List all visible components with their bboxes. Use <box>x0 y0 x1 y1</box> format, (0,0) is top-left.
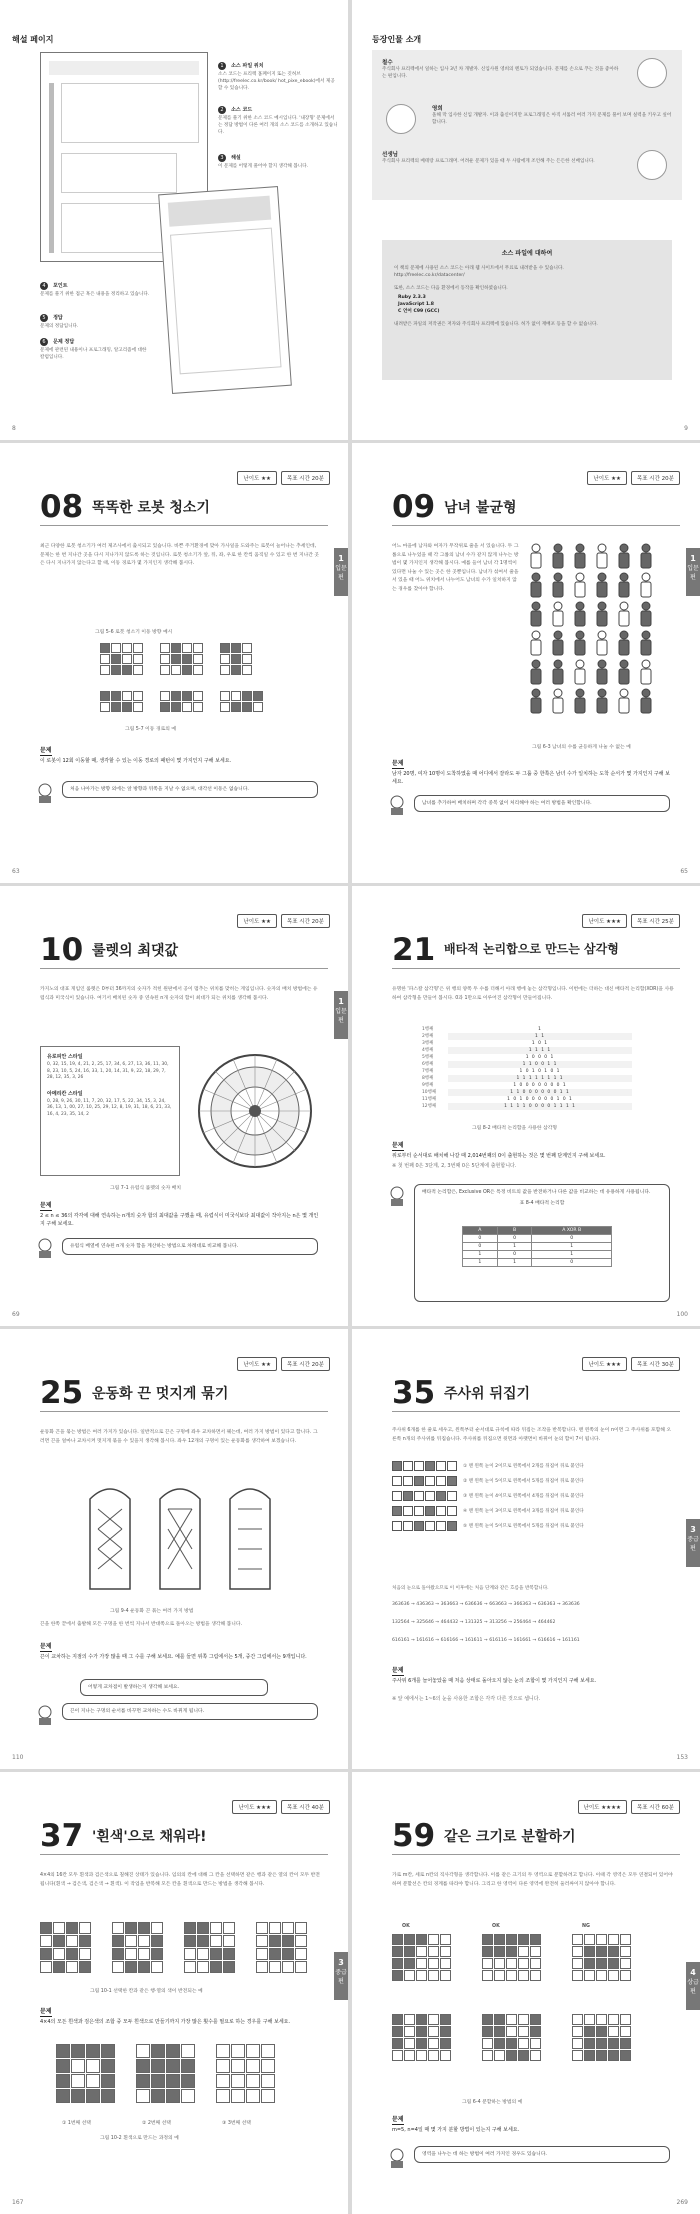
level-badge: 난이도 ★★★★ <box>578 1800 627 1814</box>
page-number: 167 <box>12 2199 24 2206</box>
time-badge: 목표 시간 20분 <box>281 1357 330 1371</box>
triangle-row: 1행째 1 <box>422 1026 632 1033</box>
die-icon <box>403 1476 413 1486</box>
level-badge: 난이도 ★★★ <box>582 1357 626 1371</box>
question-text: 끈이 교차하는 지점의 수가 가장 많을 때 그 수를 구해 보세요. 예를 들면 위쪽 그림에서는 5개, 중간 그림에서는 9개입니다. <box>40 1654 307 1660</box>
hint-bubble: 남녀를 추가하여 배치하며 각각 중복 없이 처리해야 하는 여러 방법을 확인합니다. <box>414 795 670 812</box>
label-ok-2: OK <box>492 1924 500 1929</box>
die-icon <box>392 1521 402 1531</box>
source-box-title: 소스 파일에 대하여 <box>501 250 553 257</box>
hint-bubble: 처음 나아가는 방향 외에는 앞 방향과 뒤쪽을 지날 수 없으며, 대각선 이동은 없습니다. <box>62 781 318 798</box>
die-icon <box>403 1491 413 1501</box>
die-icon <box>403 1521 413 1531</box>
man-icon <box>637 543 655 569</box>
character-icon <box>36 1705 54 1725</box>
flip-grid <box>184 1922 235 1973</box>
problem-number: 35 <box>392 1375 436 1411</box>
character-icon <box>388 2148 406 2168</box>
man-icon <box>593 659 611 685</box>
lang-item: Ruby 2.3.3 <box>398 295 426 300</box>
man-icon <box>615 659 633 685</box>
woman-icon <box>593 630 611 656</box>
die-icon <box>436 1506 446 1516</box>
grid-caption: 그림 5-7 이동 경로의 예 <box>125 727 177 732</box>
robot-grid-d <box>100 691 143 712</box>
problem-number: 10 <box>40 932 84 968</box>
character-icon <box>388 1186 406 1206</box>
page-110 <box>0 1329 348 1769</box>
man-icon <box>527 659 545 685</box>
woman-icon <box>549 601 567 627</box>
level-badge: 난이도 ★★★ <box>232 1800 276 1814</box>
die-icon <box>425 1476 435 1486</box>
question-label: 문제 <box>40 2008 52 2015</box>
level-badge: 난이도 ★★ <box>587 471 627 485</box>
man-icon <box>527 572 545 598</box>
man-icon <box>571 543 589 569</box>
question-label: 문제 <box>40 1643 52 1650</box>
page-8 <box>0 0 348 440</box>
xor-triangle <box>422 1026 632 1110</box>
problem-body: 최근 다양한 로봇 청소기가 여러 제조사에서 출시되고 있습니다. 바쁜 주거환경에 맞아 가사일을 도와주는 로봇이 늘어나는 추세인데, 문제는 한 번 지나간 곳을 다시 지나가지 않도록 하는 것입니다. 로봇 청소기가 앞, 뒤, 좌, 우로 한 칸씩 움직일 수 있고 한 번 지나간 곳은 다시 지나가지 않는다고 할 때, 이동 경로가 몇 가지인지 생각해 봅시다. <box>40 544 320 566</box>
problem-title: 주사위 뒤집기 <box>444 1386 531 1402</box>
die-icon <box>414 1476 424 1486</box>
split-grid <box>482 1934 541 1981</box>
chapter-tab: 3 중급편 <box>334 1952 348 2000</box>
question-label: 문제 <box>392 760 404 767</box>
page-number: 110 <box>12 1754 24 1761</box>
problem-title: '흰색'으로 채워라! <box>92 1829 207 1845</box>
page-number: 65 <box>680 868 688 875</box>
die-icon <box>403 1461 413 1471</box>
time-badge: 목표 시간 25분 <box>631 914 680 928</box>
die-icon <box>392 1506 402 1516</box>
page-269 <box>352 1772 700 2214</box>
problem-number: 08 <box>40 489 84 525</box>
xor-caption: 표 8-4 배타적 논리합 <box>519 1201 565 1206</box>
die-icon <box>414 1506 424 1516</box>
triangle-row: 2행째 1 1 <box>422 1033 632 1040</box>
question-text: 4×4의 모든 흰색과 검은색의 조합 중 모두 흰색으로 만들기까지 가장 많은 횟수를 필요로 하는 경우를 구해 보세요. <box>40 2019 291 2025</box>
problem-body: 어느 마을에 남자와 여자가 무작위로 줄을 서 있습니다. 두 그룹으로 나누었을 때 각 그룹의 남녀 수가 같지 않게 나누는 방법이 몇 가지인지 생각해 봅시다. 예를 들어 남녀 각 1명씩이 있다면 나눌 수 있는 곳은 한 곳뿐입니다. 남녀가 섞여서 줄을 서 있을 때 어느 위치에서 나누어도 남녀의 수가 일치하지 않는 경우를 찾아야 합니다. <box>392 544 519 592</box>
figure-caption: 그림 9-4 운동화 끈 묶는 여러 가지 방법 <box>110 1609 194 1614</box>
page-number: 153 <box>676 1754 688 1761</box>
die-icon <box>436 1476 446 1486</box>
time-badge: 목표 시간 20분 <box>281 914 330 928</box>
problem-number: 37 <box>40 1818 84 1854</box>
problem-body: 운동화 끈을 묶는 방법은 여러 가지가 있습니다. 일반적으로 끈은 구멍에 좌우 교차하면서 꿰는데, 여러 가지 방법이 있다고 합니다. 그러면 끈을 얼마나 교차시켜 멋지게 묶을 수 있을지 생각해 봅시다. 좌우 12개의 구멍이 있는 운동화를 생각하여 보겠습니다. <box>40 1430 318 1444</box>
character-icon <box>36 783 54 803</box>
man-icon <box>593 601 611 627</box>
shoe-lace-figure <box>80 1479 280 1599</box>
problem-title: 운동화 끈 멋지게 묶기 <box>92 1386 229 1402</box>
man-icon <box>549 630 567 656</box>
man-icon <box>549 543 567 569</box>
woman-icon <box>637 659 655 685</box>
label-ng: NG <box>582 1924 590 1929</box>
man-icon <box>593 688 611 714</box>
man-icon <box>571 688 589 714</box>
man-icon <box>549 572 567 598</box>
die-icon <box>425 1461 435 1471</box>
page-number: 69 <box>12 1311 20 1318</box>
problem-number: 21 <box>392 932 436 968</box>
callout-3: 3 해설 이 문제를 어떻게 풀어야 할지 생각해 봅니다. <box>218 155 309 169</box>
figure-caption: 그림 6-4 분할하는 방법의 예 <box>462 2100 523 2105</box>
die-icon <box>436 1461 446 1471</box>
level-badge: 난이도 ★★★ <box>582 914 626 928</box>
page-153 <box>352 1329 700 1769</box>
sub-caption-2: ② 2번째 선택 <box>142 2121 171 2126</box>
section-title: 등장인물 소개 <box>372 35 422 44</box>
hint-bubble-1: 어떻게 교차점이 발생하는지 생각해 보세요. <box>80 1679 268 1696</box>
split-grid <box>572 1934 631 1981</box>
die-icon <box>392 1476 402 1486</box>
woman-icon <box>593 543 611 569</box>
page-65 <box>352 443 700 883</box>
robot-grid-c <box>220 643 252 675</box>
figure-caption: 그림 5-6 로봇 청소기 이동 방향 예시 <box>95 630 173 635</box>
hint-bubble: 유럽식 배열에 연속된 n개 숫자 합을 계산하는 방법으로 차례대로 비교해 봅니다. <box>62 1238 318 1255</box>
problem-body: 주사위 6개를 한 줄로 세우고, 왼쪽부터 순서대로 규칙에 따라 뒤집는 조작을 반복합니다. 맨 왼쪽의 눈이 n이면 그 주사위를 포함해 오른쪽 n개의 주사위를 뒤집습니다. 주사위를 뒤집으면 윗면과 아랫면이 바뀌어 눈의 합이 7이 됩니다. <box>392 1428 672 1442</box>
man-icon <box>593 572 611 598</box>
dice-step: ⑤ 맨 왼쪽 눈이 5이므로 왼쪽에서 5개를 뒤집어 뒤로 붙인다 <box>392 1521 674 1531</box>
question-text: m=5, n=4일 때 몇 가지 분할 방법이 있는지 구해 보세요. <box>392 2127 520 2133</box>
woman-icon <box>615 688 633 714</box>
problem-body: 카지노의 대표 게임인 룰렛은 0부터 36까지의 숫자가 적힌 원판에서 공이 멈추는 위치를 맞히는 게임입니다. 숫자의 배치 방법에는 유럽식과 미국식이 있습니다. 여기서 배치된 숫자 중 연속된 n개 숫자의 합이 최대가 되는 위치를 생각해 봅시다. <box>40 987 318 1001</box>
die-icon <box>447 1461 457 1471</box>
triangle-row: 10행째 1 1 0 0 0 0 0 0 1 1 <box>422 1089 632 1096</box>
woman-icon <box>527 543 545 569</box>
die-icon <box>414 1461 424 1471</box>
chapter-tab: 1 입문편 <box>334 548 348 596</box>
split-grid <box>482 2014 541 2061</box>
triangle-row: 11행째 1 0 1 0 0 0 0 0 1 0 1 <box>422 1096 632 1103</box>
callout-5: 5 정답 문제의 정답입니다. <box>40 315 79 329</box>
woman-icon <box>615 601 633 627</box>
page-63 <box>0 443 348 883</box>
question-label: 문제 <box>392 1667 404 1674</box>
die-icon <box>436 1491 446 1501</box>
die-icon <box>425 1506 435 1516</box>
man-icon <box>527 601 545 627</box>
xor-table: A B A XOR B 0 0 0 0 1 1 1 0 1 1 1 0 <box>462 1226 612 1267</box>
flip-grid <box>136 2044 195 2103</box>
problem-body: 유명한 '파스칼 삼각형'은 위 행의 양쪽 두 수를 더해서 아래 행에 놓는 삼각형입니다. 이번에는 더하는 대신 배타적 논리합(XOR)을 사용하여 삼각형을 만들어 봅시다. 0과 1만으로 이루어진 삼각형이 만들어집니다. <box>392 987 674 1001</box>
man-icon <box>615 572 633 598</box>
character-2: 영희 올해 막 입사한 신입 개발자. 이과 출신이지만 프로그래밍은 아직 서툴러 여러 가지 문제를 풀어 보며 실력을 키우고 싶어 합니다. <box>432 106 672 125</box>
question-label: 문제 <box>40 1202 52 1209</box>
die-icon <box>392 1461 402 1471</box>
triangle-row: 4행째 1 1 1 1 <box>422 1047 632 1054</box>
chapter-tab: 3 중급편 <box>686 1519 700 1567</box>
problem-number: 25 <box>40 1375 84 1411</box>
die-icon <box>403 1506 413 1516</box>
problem-number: 09 <box>392 489 436 525</box>
split-grids <box>392 1934 674 2094</box>
figure-caption: 그림 8-2 배타적 논리합을 사용한 삼각형 <box>472 1126 557 1131</box>
level-badge: 난이도 ★★ <box>237 471 277 485</box>
time-badge: 목표 시간 60분 <box>631 1800 680 1814</box>
level-badge: 난이도 ★★ <box>237 1357 277 1371</box>
callout-4: 4 포인트 문제를 풀기 위한 접근 혹은 내용을 정리하고 있습니다. <box>40 283 150 297</box>
man-icon <box>571 630 589 656</box>
lang-item: JavaScript 1.8 <box>398 302 434 307</box>
triangle-row: 12행째 1 1 1 1 0 0 0 0 1 1 1 1 <box>422 1103 632 1110</box>
roulette-sequences: 유로피안 스타일 0, 32, 15, 19, 4, 21, 2, 25, 17, 34, 6, 27, 13, 36, 11, 30, 8, 23, 10, 5, 24, 16, 33, 1, 20, 14, 31, 9, 22, 18, 29, 7, 28, 12, 35, 3, 26 아메리칸 스타일 0, 28, 9, 26, 30, 11, 7, 20, 32, 17, 5, 22, 34, 15, 3, 24, 36, 13, 1, 00, 27, 10, 25, 29, 12, 8, 19, 31, 18, 6, 21, 33, 16, 4, 23, 35, 14, 2 <box>40 1046 180 1176</box>
page-number: 100 <box>676 1311 688 1318</box>
problem-title: 배타적 논리합으로 만드는 삼각형 <box>444 942 619 956</box>
man-icon <box>527 688 545 714</box>
callout-1: 1 소스 파일 위치 소스 코드는 프리렉 홈페이지 또는 깃허브(http://freelec.co.kr/book/ hot_pixe_ebook)에서 제공할 수 있습니다. <box>218 63 335 91</box>
woman-icon <box>637 572 655 598</box>
time-badge: 목표 시간 30분 <box>631 1357 680 1371</box>
man-icon <box>615 543 633 569</box>
sequence-2: 132564 → 325646 → 464432 → 131325 → 313256 → 256464 → 464462 <box>392 1620 556 1625</box>
robot-grid-a <box>100 643 143 675</box>
problem-body-2: 끈을 한쪽 끝에서 출발해 모든 구멍을 한 번씩 지나서 반대쪽으로 돌아오는 방법을 생각해 봅니다. <box>40 1622 243 1627</box>
question-text: 위로부터 순서대로 배치해 나갈 때 2,014번째의 0이 출현하는 것은 몇 번째 단계인지 구해 보세요. <box>392 1153 606 1159</box>
people-figure <box>527 543 667 723</box>
figure-caption: 그림 7-1 유럽식 룰렛의 숫자 배치 <box>110 1186 182 1191</box>
flip-grid-row-2 <box>40 2044 322 2114</box>
triangle-row: 6행째 1 1 0 0 1 1 <box>422 1061 632 1068</box>
flip-grid <box>40 1922 91 1973</box>
question-label: 문제 <box>392 1142 404 1149</box>
split-grid <box>392 1934 451 1981</box>
flip-grid <box>216 2044 275 2103</box>
page-100 <box>352 886 700 1326</box>
die-icon <box>392 1491 402 1501</box>
question-label: 문제 <box>392 2116 404 2123</box>
page-number: 63 <box>12 868 20 875</box>
page-9 <box>352 0 700 440</box>
hint-bubble: 배타적 논리합은, Exclusive OR은 특정 비트의 값을 반전하거나 다른 값을 비교하는 데 유용하게 사용됩니다. 표 8-4 배타적 논리합 <box>414 1184 670 1302</box>
woman-icon <box>527 630 545 656</box>
callout-6: 6 문제 정답 문제에 관련된 내용이나 프로그래밍, 알고리즘에 대한 칼럼입니다. <box>40 339 147 360</box>
man-icon <box>571 601 589 627</box>
dice-step: ③ 맨 왼쪽 눈이 4이므로 왼쪽에서 4개를 뒤집어 뒤로 붙인다 <box>392 1491 674 1501</box>
man-icon <box>637 688 655 714</box>
chapter-tab: 1 입문편 <box>334 991 348 1039</box>
character-icon <box>388 795 406 815</box>
triangle-row: 3행째 1 0 1 <box>422 1040 632 1047</box>
character-1-avatar <box>637 58 667 88</box>
page-number: 8 <box>12 425 16 432</box>
level-badge: 난이도 ★★ <box>237 914 277 928</box>
source-file-box: 소스 파일에 대하여 이 책의 문제에 사용된 소스 코드는 아래 웹 사이트에서 무료로 내려받을 수 있습니다. http://freelec.co.kr/datacenter/ 또한, 소스 코드는 다음 환경에서 동작을 확인하였습니다. Ruby 2.3.3 JavaScript 1.8 C 언어 C99 (GCC) 내려받은 파일의 저작권은 저자와 주식회사 프리렉에 있습니다. 허가 없이 재배포 등을 할 수 없습니다. <box>382 240 672 380</box>
die-icon <box>436 1521 446 1531</box>
robot-grid-e <box>160 691 203 712</box>
problem-body: 4×4의 16칸 모두 흰색과 검은색으로 칠해진 상태가 있습니다. 임의의 칸에 대해 그 칸을 선택하면 같은 행과 같은 열의 칸이 모두 반전됩니다(흰색 → 검은색, 검은색 → 흰색). 이 작업을 반복해 모든 칸을 흰색으로 만드는 방법을 생각해 봅시다. <box>40 1873 320 1887</box>
lang-item: C 언어 C99 (GCC) <box>398 309 440 314</box>
callout-2: 2 소스 코드 문제를 풀기 위한 소스 코드 예시입니다. '내장형' 문제에서는 정답 방법이 다른 여러 개의 소스 코드를 소개하고 있습니다. <box>218 107 338 135</box>
man-icon <box>549 659 567 685</box>
die-icon <box>425 1521 435 1531</box>
section-title: 해설 페이지 <box>12 35 54 44</box>
dice-step: ④ 맨 왼쪽 눈이 3이므로 왼쪽에서 3개를 뒤집어 뒤로 붙인다 <box>392 1506 674 1516</box>
source-url[interactable]: http://freelec.co.kr/datacenter/ <box>394 273 465 278</box>
character-3: 선생님 주식회사 프리렉의 베테랑 프로그래머. 어려운 문제가 있을 때 두 사람에게 조언해 주는 든든한 선배입니다. <box>382 152 595 164</box>
hint-bubble: 영역을 나누는 데 하는 방법이 여러 가지인 경우도 있습니다. <box>414 2146 670 2163</box>
problem-body: 가로 m칸, 세로 n칸의 직사각형을 생각합니다. 이를 같은 크기의 두 영역으로 분할하려고 합니다. 이때 각 영역은 모두 연결되어 있어야 하며 분할선은 칸의 경계를 따라야 합니다. 그리고 한 영역이 다른 영역에 완전히 둘러싸이지 않아야 합니다. <box>392 1873 673 1887</box>
roulette-wheel-icon <box>195 1051 315 1171</box>
triangle-row: 9행째 1 0 0 0 0 0 0 0 1 <box>422 1082 632 1089</box>
die-icon <box>414 1521 424 1531</box>
die-icon <box>414 1491 424 1501</box>
flip-grid <box>112 1922 163 1973</box>
character-2-avatar <box>386 104 416 134</box>
question-text: 남자 20명, 여자 10명이 도착하였을 때 어디에서 잘라도 두 그룹 중 한쪽은 남녀 수가 일치하는 도착 순서가 몇 가지인지 구해 보세요. <box>392 771 670 785</box>
figure-caption: 그림 6-3 남녀의 수를 균등하게 나눌 수 없는 예 <box>532 745 631 750</box>
page-69 <box>0 886 348 1326</box>
page-number: 9 <box>684 425 688 432</box>
woman-icon <box>571 572 589 598</box>
sub-caption-1: ① 1번째 선택 <box>62 2121 91 2126</box>
die-icon <box>447 1521 457 1531</box>
dice-step: ② 맨 왼쪽 눈이 5이므로 왼쪽에서 5개를 뒤집어 뒤로 붙인다 <box>392 1476 674 1486</box>
dice-steps <box>392 1461 674 1536</box>
triangle-row: 8행째 1 1 1 1 1 1 1 1 <box>422 1075 632 1082</box>
woman-icon <box>571 659 589 685</box>
split-grid <box>572 2014 631 2061</box>
question-note: ※ 첫 번째 0은 3단계, 2, 3번째 0은 5단계에 출현합니다. <box>392 1163 517 1169</box>
hint-bubble-2: 끈이 지나는 구멍의 순서를 바꾸면 교차하는 수도 바뀌게 됩니다. <box>62 1703 318 1720</box>
question-text: 이 로봇이 12회 이동할 때, 생각할 수 있는 이동 경로의 패턴이 몇 가지인지 구해 보세요. <box>40 758 232 764</box>
page-number: 269 <box>676 2199 688 2206</box>
sequence-3: 616161 → 161616 → 616166 → 161611 → 616116 → 161661 → 616616 → 161161 <box>392 1638 580 1643</box>
problem-number: 59 <box>392 1818 436 1854</box>
woman-icon <box>549 688 567 714</box>
problem-title: 룰렛의 최댓값 <box>92 943 179 959</box>
character-3-avatar <box>637 150 667 180</box>
problem-title: 똑똑한 로봇 청소기 <box>92 500 210 516</box>
robot-grid-f <box>220 691 263 712</box>
dice-step: ① 맨 왼쪽 눈이 2이므로 왼쪽에서 2개를 뒤집어 뒤로 붙인다 <box>392 1461 674 1471</box>
time-badge: 목표 시간 20분 <box>631 471 680 485</box>
split-grid <box>392 2014 451 2061</box>
flip-grid-row <box>40 1922 322 1982</box>
robot-grid-b <box>160 643 203 675</box>
character-1: 철수 주식회사 프리렉에서 일하는 입사 3년 차 개발자. 신입사원 영희의 멘토가 되었습니다. 문제를 손으로 푸는 것을 좋아하는 편입니다. <box>382 60 619 79</box>
sequence-1: 363636 → 436363 → 363663 → 636636 → 663663 → 366363 → 636363 → 363636 <box>392 1602 580 1607</box>
question-label: 문제 <box>40 747 52 754</box>
triangle-row: 5행째 1 0 0 0 1 <box>422 1054 632 1061</box>
question-note: ※ 앞 예에서는 1~6의 눈을 사용한 조합은 각각 다른 것으로 셉니다. <box>392 1696 541 1702</box>
question-text: 주사위 6개를 늘어놓았을 때 처음 상태로 돌아오지 않는 눈의 조합이 몇 가지인지 구해 보세요. <box>392 1678 597 1684</box>
figure-caption: 그림 10-1 선택한 칸과 같은 행·열의 색이 반전되는 예 <box>90 1989 203 1994</box>
label-ok-1: OK <box>402 1924 410 1929</box>
sub-caption-3: ③ 3번째 선택 <box>222 2121 251 2126</box>
time-badge: 목표 시간 20분 <box>281 471 330 485</box>
question-text: 2 ≤ n ≤ 36의 각각에 대해 연속하는 n개의 숫자 합의 최대값을 구했을 때, 유럽식이 미국식보다 최대값이 작아지는 n은 몇 개인지 구해 보세요. <box>40 1213 319 1227</box>
chapter-tab: 4 상급편 <box>686 1962 700 2010</box>
figure-caption-2: 그림 10-2 흰색으로 만드는 과정의 예 <box>100 2136 179 2141</box>
man-icon <box>615 630 633 656</box>
result-note: 처음의 눈으로 돌아왔으므로 이 이후에는 처음 단계와 같은 흐름을 반복합니다. <box>392 1586 549 1591</box>
flip-grid <box>256 1922 307 1973</box>
triangle-row: 7행째 1 0 1 0 1 0 1 <box>422 1068 632 1075</box>
flip-grid <box>56 2044 115 2103</box>
die-icon <box>447 1506 457 1516</box>
character-icon <box>36 1238 54 1258</box>
sample-page-image-2 <box>158 186 292 394</box>
man-icon <box>637 630 655 656</box>
problem-title: 같은 크기로 분할하기 <box>444 1829 576 1845</box>
page-167 <box>0 1772 348 2214</box>
die-icon <box>425 1491 435 1501</box>
problem-title: 남녀 불균형 <box>444 500 517 516</box>
time-badge: 목표 시간 40분 <box>281 1800 330 1814</box>
die-icon <box>447 1476 457 1486</box>
man-icon <box>637 601 655 627</box>
die-icon <box>447 1491 457 1501</box>
chapter-tab: 1 입문편 <box>686 548 700 596</box>
